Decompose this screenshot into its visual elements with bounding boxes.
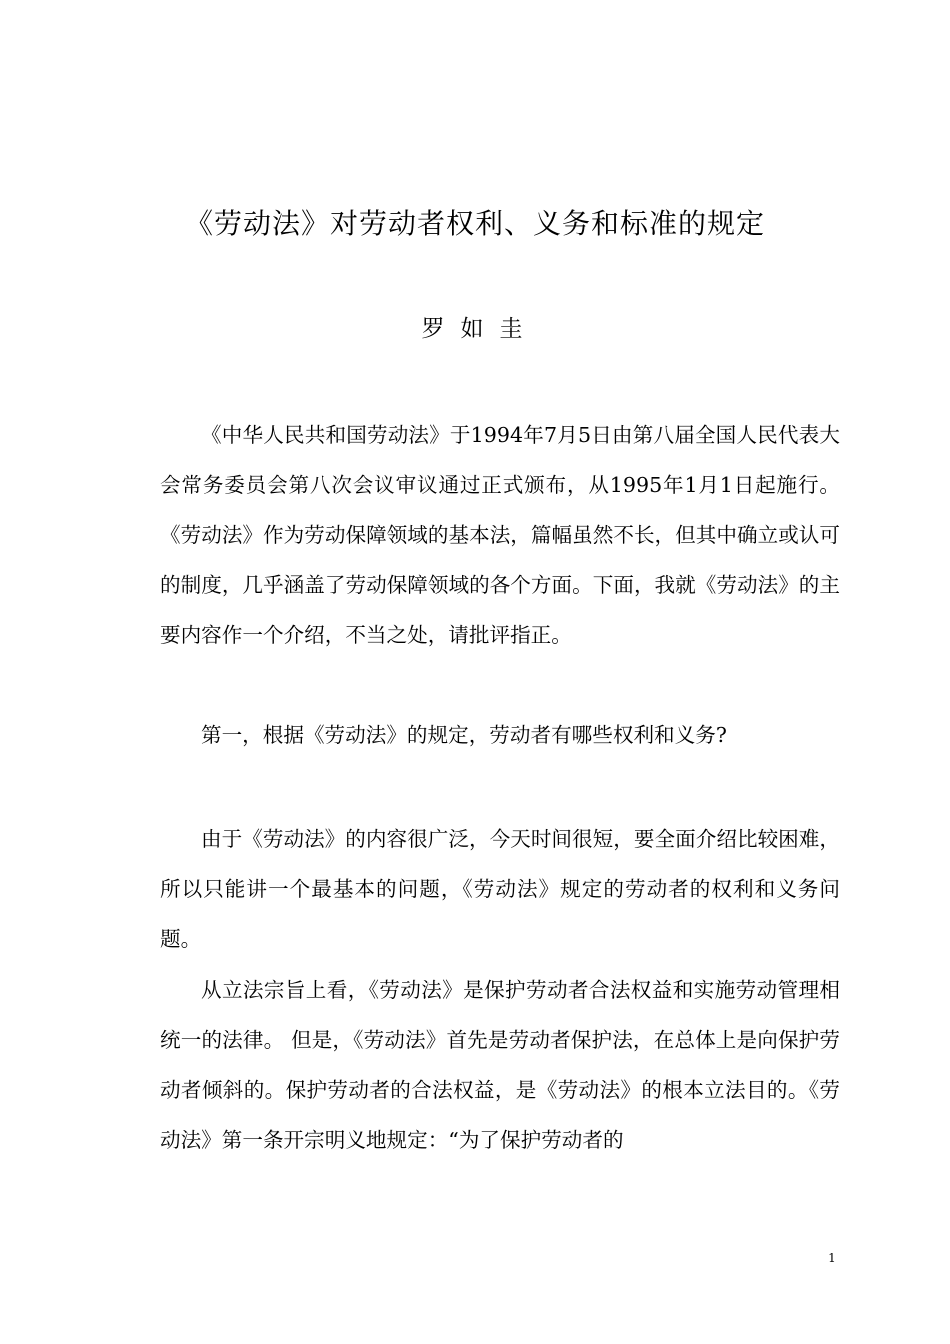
document-title: 《劳动法》对劳动者权利、义务和标准的规定	[184, 207, 765, 240]
paragraph-body: 从立法宗旨上看，《劳动法》是保护劳动者合法权益和实施劳动管理相统一的法律。 但是，《劳动法》首先是劳动者保护法，在总体上是向保护劳动者倾斜的。保护劳动者的合法权益，是《劳动法》的根本立法目的。《劳动法》第一条开宗明义地规定：“为了保护劳动者的	[160, 978, 840, 1152]
page-number: 1	[828, 1251, 836, 1265]
section-heading-first: 第一，根据《劳动法》的规定，劳动者有哪些权利和义务?	[201, 723, 727, 747]
paragraph-body: 由于《劳动法》的内容很广泛，今天时间很短，要全面介绍比较困难，所以只能讲一个最基本的问题，《劳动法》规定的劳动者的权利和义务问题。	[160, 827, 840, 951]
author-name: 罗如圭	[421, 316, 539, 342]
paragraph-intro: 《中华人民共和国劳动法》于1994年7月5日由第八届全国人民代表大会常务委员会第八次会议审议通过正式颁布，从1995年1月1日起施行。《劳动法》作为劳动保障领域的基本法，篇幅虽然不长，但其中确立或认可的制度，几乎涵盖了劳动保障领域的各个方面。下面，我就《劳动法》的主要内容作一个介绍，不当之处，请批评指正。	[160, 423, 840, 647]
